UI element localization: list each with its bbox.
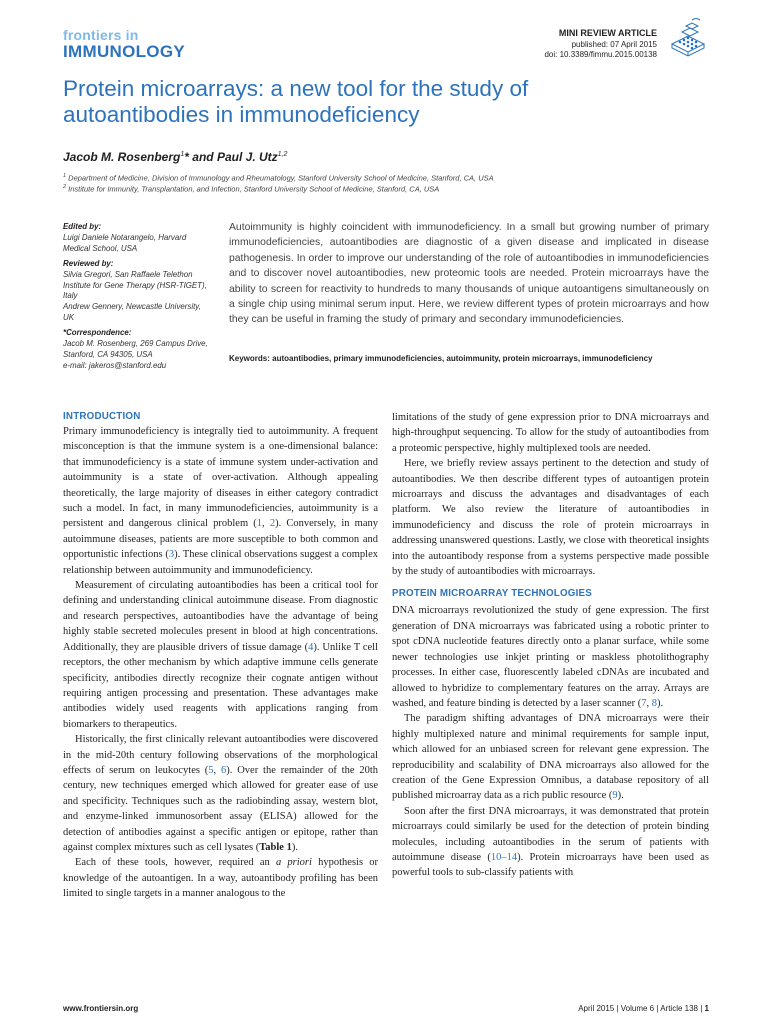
citation-link[interactable]: 10–14 [490, 851, 518, 863]
paragraph: Primary immunodeficiency is integrally tied to autoimmunity. A frequent misconception is that the immune system is a one-dimensional balance: that immunodeficiency is a state of immune system under-activation and autoimmunity is a state of over-activation. Although appealing theoretically, the large majority of diseases in either category contradict such a model. In fact, in many immunodeficiencies, autoimmunity is a persistent and dangerous clinical problem (1, 2). Conversely, in many autoimmune diseases, patients are more susceptible to both common and opportunistic infections (3). These clinical observations suggest a complex relationship between autoimmunity and immunodeficiency. [63, 426, 378, 576]
author-1: Jacob M. Rosenberg [63, 150, 181, 164]
citation-link[interactable]: 2 [269, 518, 276, 530]
paper-title: Protein microarrays: a new tool for the study of autoantibodies in immunodeficiency [63, 76, 529, 127]
author-list [63, 147, 287, 165]
author-2: Paul J. Utz [216, 150, 278, 164]
citation-link[interactable]: 8 [651, 697, 658, 709]
citation-link[interactable]: 1 [256, 518, 263, 530]
citation-link[interactable]: 4 [308, 641, 314, 653]
citation-link[interactable]: 9 [612, 790, 618, 802]
edited-by-label: Edited by: [63, 222, 102, 231]
correspondence-label: *Correspondence: [63, 328, 132, 338]
author-1-affil: 1 [180, 151, 185, 158]
footer-website-link[interactable]: www.frontiersin.org [63, 1004, 139, 1013]
section-heading-introduction: INTRODUCTION [63, 411, 141, 422]
citation-link[interactable]: 3 [168, 549, 175, 561]
article-type: MINI REVIEW ARTICLE [558, 28, 657, 38]
author-2-affil: 1,2 [277, 151, 288, 158]
reviewed-by-label: Reviewed by: [63, 258, 114, 268]
doi: doi: 10.3389/fimmu.2015.00138 [544, 50, 657, 59]
reviewer-2: Andrew Gennery, Newcastle University, UK [63, 302, 201, 323]
paragraph: Each of these tools, however, required an a priori hypothesis or knowledge of the autoantigen. In a way, autoantibody profiling has been limited to single targets in a manner analogous to the [63, 857, 378, 900]
affiliation-2: $^2$ Institute for Immunity, Transplantation, and Infection, Stanford University School of Medicine, Stanford, CA, USA [63, 184, 440, 194]
body-column-left [63, 410, 378, 902]
affiliation-1: $^1$ Department of Medicine, Division of Immunology and Rheumatology, Stanford University School of Medicine, Stanford, CA, USA [63, 173, 494, 183]
citation-link[interactable]: 7 [641, 697, 647, 709]
paragraph: Measurement of circulating autoantibodies has been a critical tool for defining and understanding clinical autoimmune disease. From diagnostic and research perspectives, autoantibodies have the advantage of being highly stable secreted molecules present in blood at high concentrations. Additionally, they are plausible drivers of tissue damage (4). Unlike T cell receptors, the other mechanism by which adaptive immune cells generate specificity, antibodies directly recognize their cognate antigen without requiring antigen processing and presentation. These advantages make antibodies widely used reagents with applications ranging from biomarkers to therapeutics. [63, 580, 379, 730]
editorial-panel [63, 222, 213, 372]
journal-logo-top: frontiers in [63, 27, 139, 43]
section-heading-protein-microarray: PROTEIN MICROARRAY TECHNOLOGIES [392, 588, 592, 600]
page-number: 1 [704, 1004, 709, 1013]
body-column-right [392, 410, 709, 881]
microarray-logo-icon [668, 18, 708, 60]
published-date: published: 07 April 2015 [571, 40, 657, 49]
corresponding-mark: * [184, 150, 189, 164]
author-and: and [192, 150, 214, 164]
paragraph: limitations of the study of gene expression prior to DNA microarrays and high-throughput sequencing. To allow for the study of autoantibodies from a proteomic perspective, highly multiplexed tools are needed. [392, 412, 709, 454]
paragraph: Historically, the first clinically relevant autoantibodies were discovered in the mid-20th century following observations of the morphological effects of serum on leukocytes (5, 6). Over the remainder of the 20th century, new techniques emerged which allowed for greater ease of use and specificity. Techniques such as the radiobinding assay, western blot, and enzyme-linked immunosorbent assay (ELISA) allowed for the detection of antibodies against a specific antigen or epitope, rather than against complex mixtures such as cell lysates (Table 1). [63, 734, 379, 853]
citation-link[interactable]: 5 [208, 764, 214, 776]
table-link[interactable]: Table 1 [259, 841, 292, 853]
keywords: Keywords: autoantibodies, primary immunodeficiencies, autoimmunity, protein microarrays, immunodeficiency [229, 354, 653, 363]
paragraph: The paradigm shifting advantages of DNA microarrays were their highly multiplexed nature and minimal requirements for sample input, which allowed for an unbiased screen for relevant gene expression. The reproducibility and scalability of DNA microarrays also allowed for the creation of the Gene Expression Omnibus, a database repository of all published microarray data as a rich public resource (9). [392, 713, 709, 802]
paragraph: Soon after the first DNA microarrays, it was demonstrated that protein microarrays could similarly be used for the detection of protein binding molecules, including autoantibodies in the serum of patients with autoimmune disease (10–14). Protein microarrays have been used as powerful tools to sub-classify patients with [392, 805, 709, 879]
reviewer-1: Silvia Gregori, San Raffaele Telethon Institute for Gene Therapy (HSR-TIGET), Italy [63, 269, 207, 301]
editor-name: Luigi Daniele Notarangelo, Harvard Medical School, USA [63, 232, 187, 253]
paragraph: DNA microarrays revolutionized the study of gene expression. The first generation of DNA microarrays was fabricated using a robotic printer to spot cDNA nucleotide features directly onto a planar surface, while some newer technologies use inkjet printing or maskless photolithography processes. In either case, fluorescently labeled cDNAs are incubated and allowed to hybridize to complementary features on the array. Arrays are washed, and feature binding is detected by a laser scanner (7, 8). [392, 605, 709, 709]
abstract: Autoimmunity is highly coincident with immunodeficiency. In a small but growing number of primary immunodeficiencies, autoantibodies are diagnostic of a given disease and implicated in disease pathogenesis. In order to improve our understanding of the role of autoantibodies in immunodeficiencies and to discover novel autoantibodies, new proteomic tools are needed. Protein microarrays have the ability to screen for reactivity to hundreds to many thousands of unique autoantigens simultaneously on a single chip using minimal serum input. Here, we review different types of protein microarrays and how they can be useful in framing the study of primary and secondary immunodeficiencies. [229, 222, 709, 326]
journal-logo-main: IMMUNOLOGY [63, 42, 185, 61]
correspondence-email[interactable]: e-mail: jakeros@stanford.edu [63, 360, 167, 370]
citation-link[interactable]: 6 [221, 764, 227, 776]
paragraph: Here, we briefly review assays pertinent to the detection and study of autoantibodies. We then describe different types of autoantigen protein microarrays and discuss the advantages and disadvantages of each platform. We also review the literature of autoantibodies in immunodeficiency and discuss the role of protein microarrays in addressing unanswered questions. Lastly, we close with theoretical insights into the autoantibody response from a systems perspective made possible by the study of autoantibodies with microarrays. [392, 458, 709, 578]
correspondence-address: Jacob M. Rosenberg, 269 Campus Drive, Stanford, CA 94305, USA [63, 339, 208, 359]
footer-issue-info: April 2015 | Volume 6 | Article 138 | 1 [578, 1004, 709, 1013]
